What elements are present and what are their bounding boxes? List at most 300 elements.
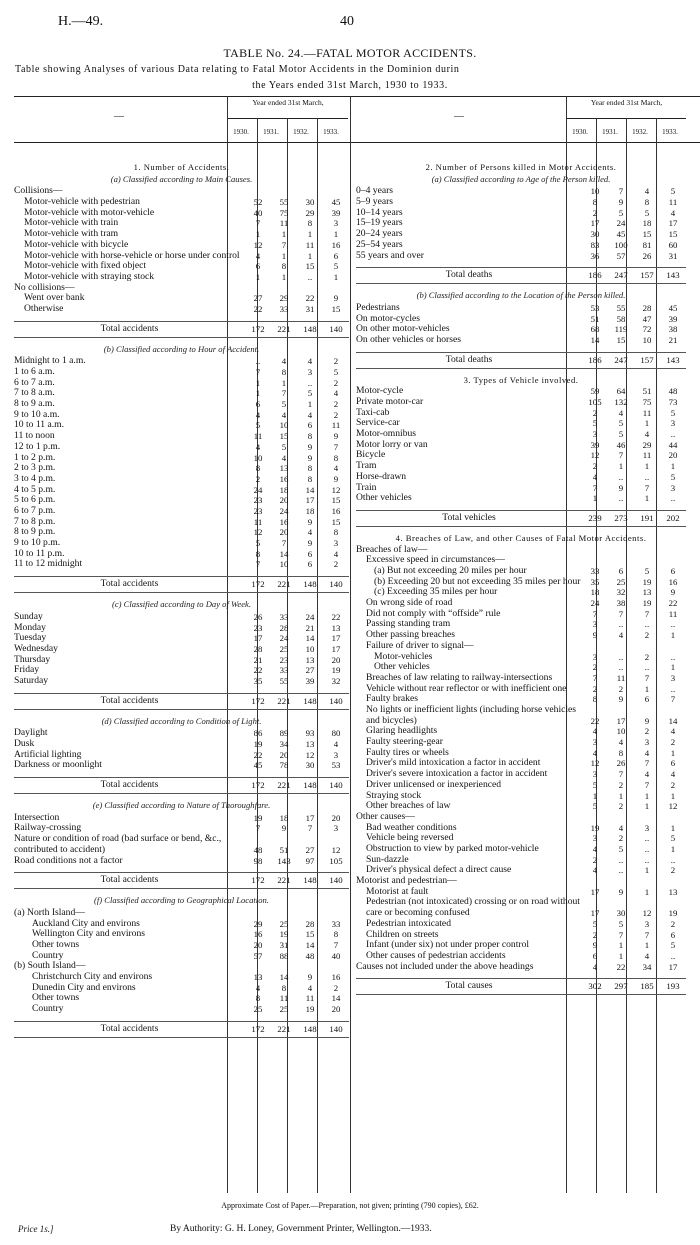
table-row (14, 834, 349, 855)
row-value: 5 (670, 186, 676, 197)
row-value: 5 (670, 407, 676, 418)
row-label: Motor-vehicle with tram (24, 229, 119, 240)
row-value: 9 (333, 473, 339, 484)
row-value: .. (618, 662, 624, 673)
row-value: 8 (618, 747, 624, 758)
row-value: 302 (588, 981, 602, 992)
row-value: 4 (281, 356, 287, 367)
row-label: Faulty tires or wheels (366, 747, 449, 758)
row-value: 19 (253, 812, 263, 823)
year-1931-left: 1931. (263, 128, 279, 136)
table-row (14, 304, 349, 315)
row-label: (b) Exceeding 20 but not exceeding 35 miles per hour (374, 576, 581, 587)
table-row (356, 652, 686, 663)
row-value: 143 (277, 855, 291, 866)
row-value: 105 (588, 397, 602, 408)
row-value: 80 (331, 728, 341, 739)
row-value: 7 (618, 929, 624, 940)
row-value: 191 (640, 513, 654, 524)
table-row (356, 218, 686, 229)
row-value: 4 (644, 747, 650, 758)
row-value: 12 (331, 484, 341, 495)
row-value: 3 (307, 367, 313, 378)
subsection-heading: (e) Classified according to Nature of Thoroughfare. (92, 800, 271, 811)
row-label: Taxi-cab (356, 407, 390, 418)
row-value: 2 (592, 854, 598, 865)
row-value: 28 (279, 622, 289, 633)
row-value: 7 (618, 769, 624, 780)
table-row (14, 961, 349, 972)
row-value: 12 (331, 844, 341, 855)
row-value: 29 (279, 293, 289, 304)
cost-note: Approximate Cost of Paper.—Preparation, not given; printing (790 copies), £62. (221, 1201, 479, 1210)
row-label: 3 to 4 p.m. (14, 473, 56, 484)
row-value: 52 (253, 197, 263, 208)
row-value: 32 (331, 675, 341, 686)
row-value: 5 (618, 207, 624, 218)
row-value: 1 (644, 418, 650, 429)
row-value: 3 (592, 429, 598, 440)
row-label: Children on streets (366, 929, 439, 940)
row-value: 3 (333, 538, 339, 549)
table-row (356, 609, 686, 620)
row-value: 1 (670, 461, 676, 472)
row-value: .. (644, 662, 650, 673)
row-value: 7 (644, 482, 650, 493)
row-value: 39 (305, 675, 315, 686)
row-value: 35 (253, 675, 263, 686)
row-value: 22 (616, 961, 626, 972)
row-value: 1 (307, 399, 313, 410)
authority-note: By Authority: G. H. Loney, Government Printer, Wellington.—1933. (170, 1224, 432, 1234)
row-value: 140 (329, 323, 343, 334)
row-value: 4 (307, 982, 313, 993)
row-value: .. (644, 844, 650, 854)
row-value: 6 (644, 694, 650, 705)
row-label: Service-car (356, 418, 400, 429)
row-value: 45 (616, 229, 626, 240)
row-value: 26 (642, 250, 652, 261)
row-value: 40 (331, 950, 341, 961)
row-value: 4 (670, 769, 676, 780)
row-value: 7 (644, 608, 650, 619)
row-value: 7 (281, 538, 287, 549)
row-value: 100 (614, 239, 628, 250)
row-value: 19 (331, 665, 341, 676)
row-value: 172 (251, 695, 265, 706)
row-value: 9 (618, 197, 624, 208)
row-value: 25 (279, 918, 289, 929)
row-value: 47 (642, 313, 652, 324)
head-bottom-rule (14, 142, 700, 143)
row-value: 17 (305, 812, 315, 823)
row-value: 1 (255, 229, 261, 240)
row-value: 9 (307, 452, 313, 463)
row-value: 148 (303, 780, 317, 791)
row-value: .. (644, 619, 650, 630)
row-value: 19 (642, 576, 652, 587)
row-value: 1 (281, 229, 287, 240)
table-row (14, 251, 349, 262)
row-value: 4 (644, 950, 650, 961)
table-row (14, 388, 349, 399)
row-value: 39 (668, 313, 678, 324)
row-label: Other passing breaches (366, 630, 455, 641)
row-value: 48 (305, 950, 315, 961)
row-value: 8 (255, 463, 261, 474)
row-value: 31 (668, 250, 678, 261)
row-value: 12 (668, 801, 678, 812)
table-row (356, 844, 686, 855)
row-value: 4 (670, 207, 676, 218)
row-value: 13 (331, 622, 341, 633)
row-value: 60 (668, 239, 678, 250)
row-value: 3 (592, 769, 598, 780)
row-value: 5 (592, 801, 598, 812)
row-label: Glaring headlights (366, 726, 438, 737)
row-value: 7 (255, 559, 261, 570)
row-value: 7 (333, 940, 339, 951)
table-row (356, 641, 686, 652)
row-value: 8 (333, 929, 339, 940)
section-heading: 1. Number of Accidents. (133, 162, 230, 172)
row-label: Pedestrian intoxicated (366, 918, 451, 929)
top-rule (14, 96, 700, 97)
row-value: 1 (644, 683, 650, 694)
table-row (356, 418, 686, 429)
row-value: .. (618, 493, 624, 504)
row-value: 186 (588, 354, 602, 365)
row-value: 88 (279, 950, 289, 961)
row-value: 29 (253, 918, 263, 929)
row-value: 143 (666, 354, 680, 365)
dash-left: — (114, 111, 124, 122)
row-label: Total vehicles (442, 513, 496, 524)
row-value: 1 (281, 271, 287, 282)
row-value: 3 (644, 737, 650, 748)
table-row (356, 780, 686, 791)
row-value: 247 (614, 354, 628, 365)
row-value: 9 (281, 823, 287, 834)
table-row (356, 461, 686, 472)
row-value: 83 (590, 239, 600, 250)
total-row (356, 352, 686, 369)
row-label: 25–54 years (356, 239, 403, 250)
row-label: Dusk (14, 739, 35, 750)
left-table-column (14, 158, 349, 1044)
row-value: 3 (644, 822, 650, 833)
row-label: Infant (under six) not under proper control (366, 940, 530, 951)
row-label: Driver unlicensed or inexperienced (366, 779, 502, 790)
row-value: 2 (644, 630, 650, 641)
table-row (356, 737, 686, 748)
row-value: 26 (616, 758, 626, 769)
row-value: 148 (303, 579, 317, 590)
row-value: 75 (642, 397, 652, 408)
subsection-heading: (a) Classified according to Main Causes. (110, 173, 253, 184)
row-value: 30 (616, 908, 626, 919)
table-row (356, 812, 686, 823)
row-value: 172 (251, 780, 265, 791)
row-value: 27 (305, 844, 315, 855)
row-label: Private motor-car (356, 397, 424, 408)
row-label: Train (356, 482, 377, 493)
row-value: 7 (307, 823, 313, 834)
row-value: 5 (333, 367, 339, 378)
row-value: 9 (618, 482, 624, 493)
row-value: 7 (644, 929, 650, 940)
table-row (356, 303, 686, 314)
row-value: 19 (305, 1004, 315, 1015)
table-row (356, 919, 686, 930)
row-value: 239 (588, 513, 602, 524)
row-value: 7 (281, 388, 287, 399)
row-value: 17 (668, 961, 678, 972)
row-label: Artificial lighting (14, 749, 82, 760)
row-value: 51 (590, 313, 600, 324)
total-row (356, 978, 686, 995)
row-value: 8 (255, 993, 261, 1004)
row-value: 22 (253, 303, 263, 314)
row-value: 4 (592, 961, 598, 972)
row-label: Country (32, 1004, 64, 1015)
table-row (14, 813, 349, 824)
row-value: 4 (592, 844, 598, 854)
year-1932-left: 1932. (293, 128, 309, 136)
year-1930-right: 1930. (572, 128, 588, 136)
row-value: 2 (592, 683, 598, 694)
row-value: 55 (279, 675, 289, 686)
row-value: 17 (590, 218, 600, 229)
row-value: 3 (592, 833, 598, 844)
row-label: Road conditions not a factor (14, 855, 123, 866)
row-value: 2 (618, 779, 624, 790)
row-value: 5 (618, 418, 624, 429)
row-value: 4 (333, 388, 339, 399)
table-row (356, 748, 686, 759)
row-value: 140 (329, 695, 343, 706)
row-label: Faulty steering-gear (366, 737, 443, 748)
table-row (14, 951, 349, 962)
row-label: Excessive speed in circumstances— (366, 555, 505, 566)
row-label: 10 to 11 p.m. (14, 548, 65, 559)
row-value: 5 (644, 566, 650, 576)
table-row (14, 463, 349, 474)
table-row (14, 983, 349, 994)
row-value: 12 (642, 908, 652, 919)
row-value: .. (618, 651, 624, 662)
row-value: 58 (616, 313, 626, 324)
row-value: 4 (255, 250, 261, 261)
row-value: 2 (670, 779, 676, 790)
row-value: 5 (618, 429, 624, 440)
row-value: 5 (644, 207, 650, 218)
row-value: 1 (592, 790, 598, 801)
row-label: 11 to 12 midnight (14, 559, 83, 570)
row-label: Pedestrians (356, 302, 400, 313)
table-row (14, 644, 349, 655)
row-label: Motor-vehicle with motor-vehicle (24, 207, 155, 218)
table-row (14, 421, 349, 432)
table-row (14, 293, 349, 304)
row-value: 45 (668, 302, 678, 313)
row-label: Otherwise (24, 303, 64, 314)
row-label: On wrong side of road (366, 598, 453, 609)
row-value: 1 (255, 271, 261, 282)
row-value: 1 (644, 493, 650, 504)
row-value: 8 (592, 694, 598, 705)
row-value: 14 (279, 548, 289, 559)
table-row (356, 962, 686, 973)
row-value: 6 (255, 261, 261, 272)
row-value: 172 (251, 579, 265, 590)
table-row (14, 655, 349, 666)
row-value: 57 (253, 950, 263, 961)
table-row (14, 378, 349, 389)
row-value: 33 (279, 303, 289, 314)
row-value: 202 (666, 513, 680, 524)
row-value: 132 (614, 397, 628, 408)
row-value: 105 (329, 855, 343, 866)
row-value: 8 (255, 548, 261, 559)
row-value: 11 (642, 407, 652, 418)
table-row (356, 251, 686, 262)
row-value: 2 (644, 651, 650, 662)
row-value: 11 (668, 197, 678, 208)
row-value: 34 (279, 739, 289, 750)
row-label: Motor-vehicles (374, 651, 433, 662)
row-value: 16 (331, 239, 341, 250)
row-value: 53 (331, 760, 341, 771)
row-value: 3 (333, 823, 339, 834)
row-value: .. (670, 429, 676, 440)
row-label: Vehicle being reversed (366, 833, 454, 844)
row-value: 1 (644, 801, 650, 812)
row-value: 4 (644, 769, 650, 780)
row-value: 1 (281, 377, 287, 388)
row-value: 17 (331, 643, 341, 654)
table-row (14, 208, 349, 219)
row-label: Driver's severe intoxication a factor in accident (366, 769, 548, 780)
row-value: 31 (305, 303, 315, 314)
row-value: 4 (618, 822, 624, 833)
table-row (356, 208, 686, 219)
row-value: 34 (642, 961, 652, 972)
row-label: Thursday (14, 654, 51, 665)
row-label: 10 to 11 a.m. (14, 420, 65, 431)
row-value: 119 (614, 324, 628, 335)
row-value: 9 (307, 972, 313, 983)
row-value: 20 (331, 1004, 341, 1015)
row-label: Motor-vehicle with pedestrian (24, 197, 140, 208)
row-label: 10–14 years (356, 207, 403, 218)
row-value: 185 (640, 981, 654, 992)
row-value: 12 (253, 527, 263, 538)
row-label: On motor-cycles (356, 313, 421, 324)
table-row (14, 410, 349, 421)
row-value: 30 (590, 229, 600, 240)
row-value: 11 (279, 218, 289, 229)
table-row (14, 240, 349, 251)
row-value: 11 (668, 608, 678, 619)
row-value: 21 (668, 334, 678, 345)
row-value: 1 (644, 940, 650, 951)
row-value: 33 (590, 566, 600, 576)
row-value: 14 (668, 715, 678, 726)
row-value: 22 (253, 665, 263, 676)
row-label: Tram (356, 461, 377, 472)
row-value: 221 (277, 780, 291, 791)
row-value: 6 (670, 758, 676, 769)
row-value: 24 (305, 611, 315, 622)
row-value: 172 (251, 1023, 265, 1034)
table-row (356, 429, 686, 440)
row-label: Total deaths (445, 354, 493, 365)
table-row (356, 705, 686, 726)
row-value: 148 (303, 875, 317, 886)
row-value: 25 (616, 576, 626, 587)
row-value: 12 (590, 758, 600, 769)
row-label: Passing standing tram (366, 619, 451, 630)
row-value: 5 (281, 399, 287, 410)
row-value: 2 (670, 918, 676, 929)
row-value: .. (670, 950, 676, 961)
row-label: 7 to 8 a.m. (14, 388, 55, 399)
row-label: Motor-vehicle with bicycle (24, 239, 129, 250)
row-value: 9 (307, 538, 313, 549)
row-value: 51 (279, 844, 289, 855)
row-value: 11 (642, 450, 652, 461)
row-label: 20–24 years (356, 229, 403, 240)
row-value: 51 (642, 386, 652, 397)
table-row (14, 940, 349, 951)
row-value: 3 (670, 672, 676, 683)
row-value: 78 (279, 760, 289, 771)
row-value: 3 (670, 418, 676, 429)
row-value: 1 (618, 950, 624, 961)
row-value: 59 (590, 386, 600, 397)
row-value: 3 (592, 619, 598, 630)
row-value: 8 (333, 527, 339, 538)
row-value: 1 (255, 377, 261, 388)
table-row (14, 229, 349, 240)
row-label: Railway-crossing (14, 823, 82, 834)
row-value: 28 (642, 302, 652, 313)
row-label: Total causes (445, 981, 493, 992)
row-label: Total accidents (100, 875, 159, 886)
table-row (356, 758, 686, 769)
row-value: 1 (255, 388, 261, 399)
row-label: Causes not included under the above headings (356, 961, 534, 972)
row-value: 2 (592, 407, 598, 418)
row-value: 10 (616, 726, 626, 737)
row-label: Failure of driver to signal— (366, 640, 474, 651)
row-value: 35 (590, 576, 600, 587)
row-value: 221 (277, 579, 291, 590)
row-label: Total accidents (100, 1023, 159, 1034)
total-row (14, 693, 349, 710)
row-value: 7 (592, 608, 598, 619)
row-label: Collisions— (14, 186, 63, 197)
table-row (356, 791, 686, 802)
row-value: 24 (279, 633, 289, 644)
row-value: 3 (670, 482, 676, 493)
row-value: 20 (331, 654, 341, 665)
table-row (356, 555, 686, 566)
row-value: 13 (253, 972, 263, 983)
row-value: 17 (668, 218, 678, 229)
row-label: Total accidents (100, 323, 159, 334)
